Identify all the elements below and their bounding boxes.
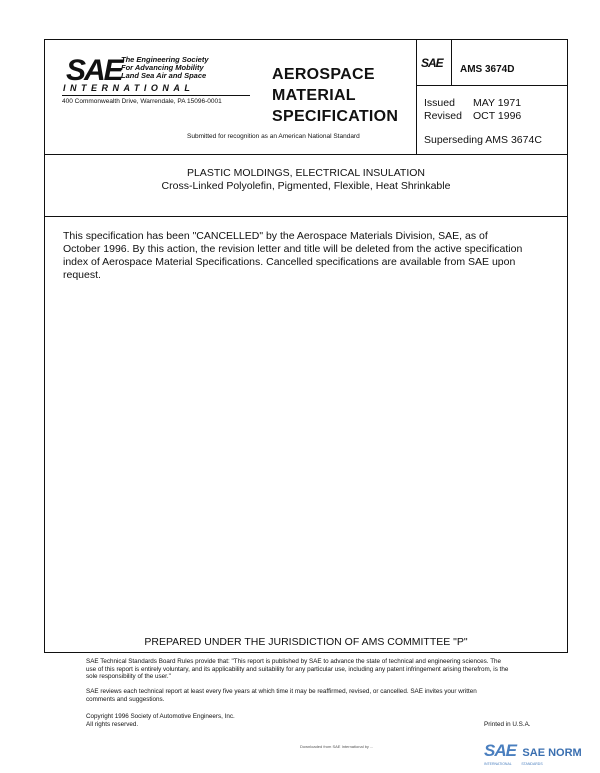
revised-label: Revised <box>424 110 462 122</box>
tagline-line-2: For Advancing Mobility <box>121 63 204 72</box>
tagline <box>121 56 209 80</box>
superseding: Superseding AMS 3674C <box>424 134 542 146</box>
number-box-bottom <box>416 85 568 86</box>
address: 400 Commonwealth Drive, Warrendale, PA 15096-0001 <box>62 98 222 105</box>
copyright-line-1: Copyright 1996 Society of Automotive Engineers, Inc. <box>86 713 235 720</box>
rules-line-2: use of this report is entirely voluntary, and its applicability and suitability for any particular use, including any patent infringement arising therefrom, is the <box>86 665 509 673</box>
copyright <box>86 713 235 728</box>
doc-type-line-1: AEROSPACE <box>272 66 375 83</box>
rules-line-1: SAE Technical Standards Board Rules provide that: "This report is published by SAE to advance the state of technical and engineering sciences. The <box>86 658 502 665</box>
rules-line-3: sole responsibility of the user." <box>86 673 171 681</box>
jurisdiction: PREPARED UNDER THE JURISDICTION OF AMS COMMITTEE "P" <box>144 636 468 648</box>
spec-title <box>44 167 568 193</box>
fine-print: Downloaded from SAE International by ... <box>300 744 374 749</box>
tagline-line-1: The Engineering Society <box>121 55 209 64</box>
tagline-line-3: Land Sea Air and Space <box>121 71 207 80</box>
document-frame <box>44 39 568 653</box>
notice-line-1: This specification has been "CANCELLED" by the Aerospace Materials Division, SAE, as of <box>63 230 488 242</box>
notice-line-3: index of Aerospace Material Specifications. Cancelled specifications are available from SAE upon <box>63 256 516 268</box>
review-line-2: comments and suggestions. <box>86 695 165 703</box>
review-line-1: SAE reviews each technical report at least every five years at which time it may be reaffirmed, revised, or cancelled. SAE invites your written <box>86 688 477 695</box>
watermark-sae-icon: SAE <box>484 741 516 760</box>
international-label: INTERNATIONAL <box>63 83 195 93</box>
watermark-logo <box>484 741 582 761</box>
review-note <box>86 688 556 703</box>
sae-logo: SAE <box>66 54 122 87</box>
issued-label: Issued <box>424 97 455 109</box>
doc-type-line-2: MATERIAL <box>272 87 356 104</box>
cancellation-notice <box>63 230 563 282</box>
technical-rules <box>86 658 556 681</box>
notice-line-4: request. <box>63 269 101 281</box>
issued-date: MAY 1971 <box>473 97 522 109</box>
document-type <box>272 64 398 127</box>
submitted-note: Submitted for recognition as an American National Standard <box>187 133 360 140</box>
header-column-divider <box>416 39 417 155</box>
logo-rule <box>62 95 250 96</box>
document-number: AMS 3674D <box>460 64 515 75</box>
watermark-subtext: INTERNATIONAL STANDARDS <box>484 762 543 766</box>
copyright-line-2: All rights reserved. <box>86 720 139 728</box>
title-line-1: PLASTIC MOLDINGS, ELECTRICAL INSULATION <box>186 167 426 179</box>
printed-in: Printed in U.S.A. <box>484 721 531 728</box>
header-divider <box>44 154 568 155</box>
watermark-text: SAE NORM <box>522 747 582 759</box>
number-box-divider <box>451 39 452 85</box>
title-line-2: Cross-Linked Polyolefin, Pigmented, Flexible, Heat Shrinkable <box>161 180 451 192</box>
doc-type-line-3: SPECIFICATION <box>272 108 399 125</box>
revised-date: OCT 1996 <box>473 110 522 122</box>
sae-small-logo: SAE <box>421 56 443 70</box>
notice-line-2: October 1996. By this action, the revision letter and title will be deleted from the active specification <box>63 243 523 255</box>
title-divider <box>44 216 568 217</box>
